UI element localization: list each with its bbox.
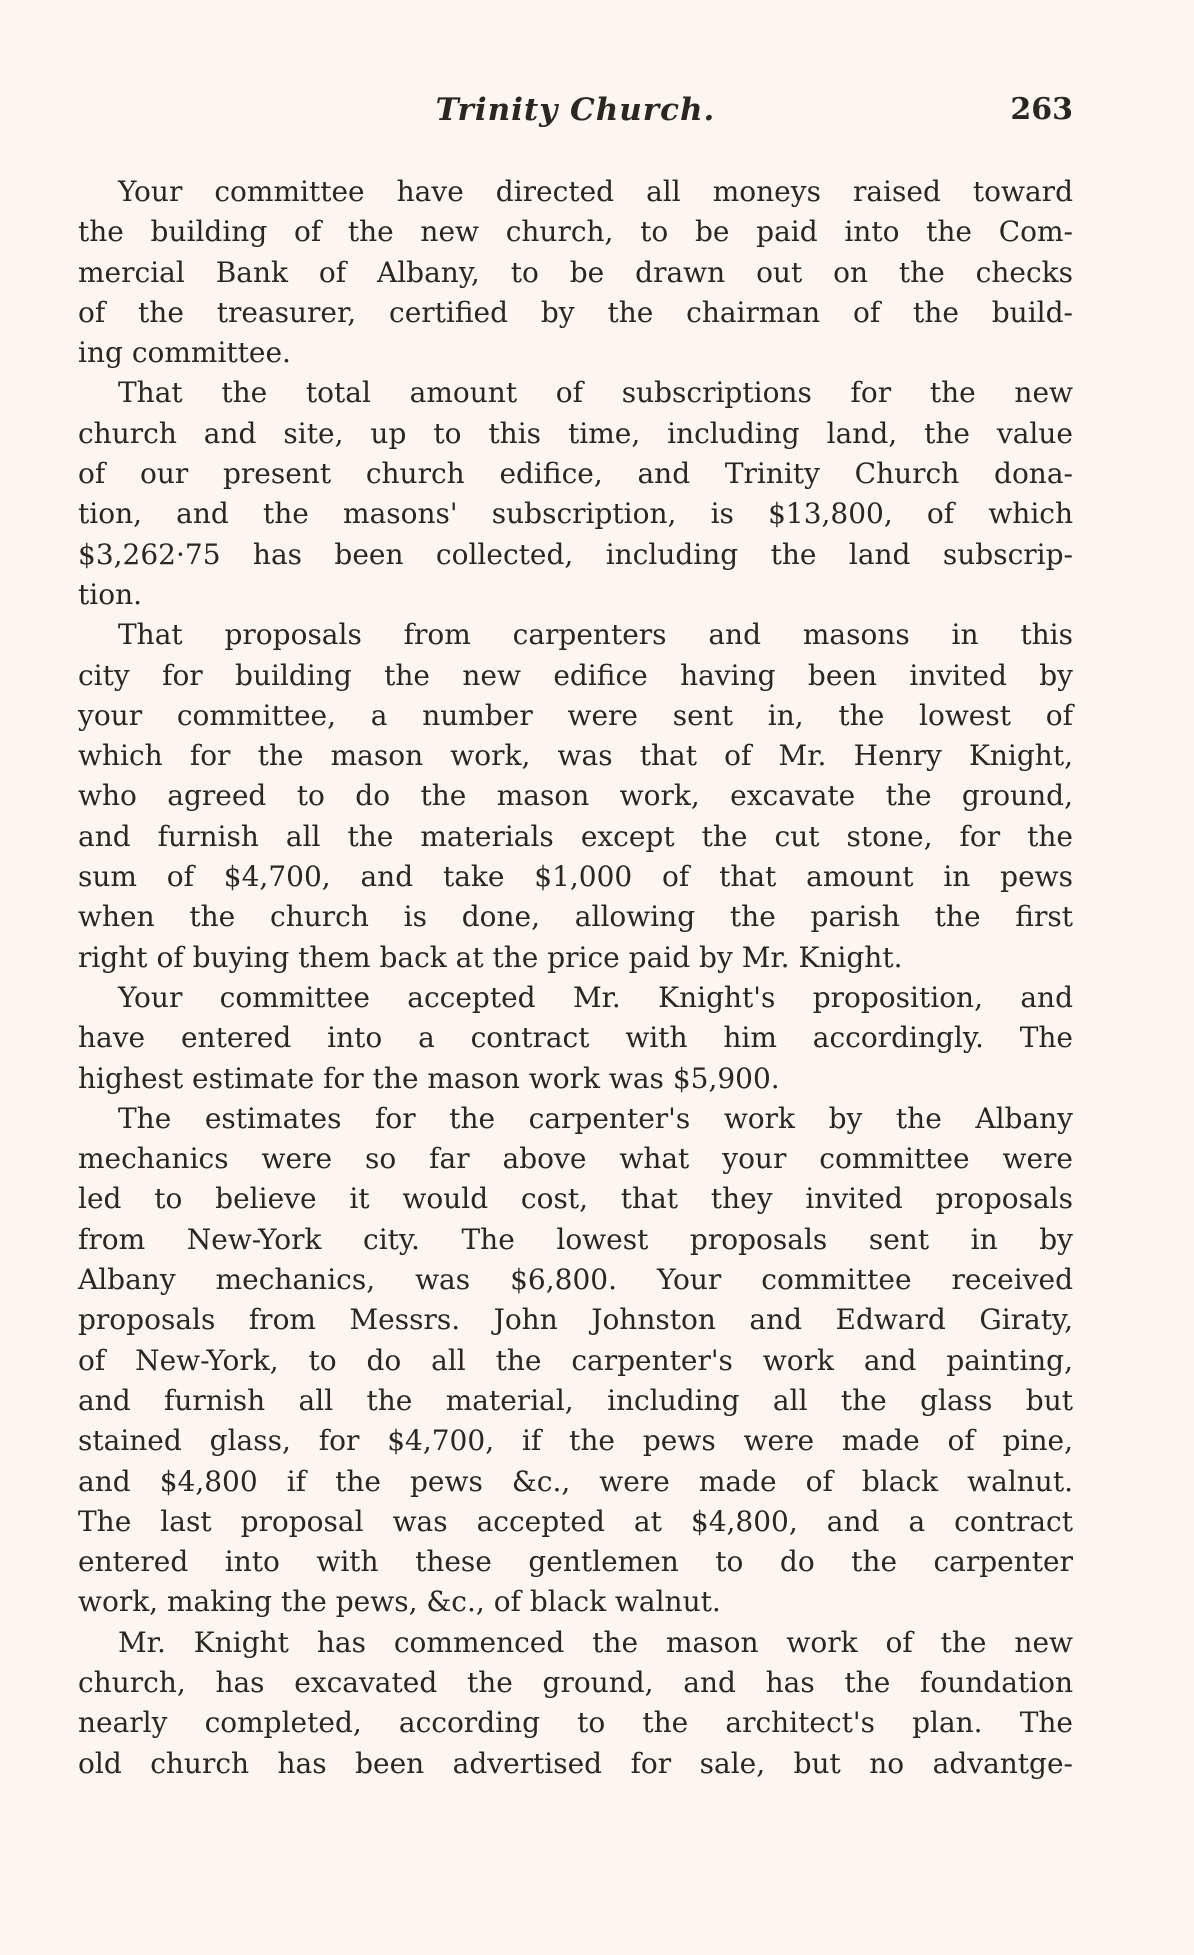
text-line: church and site, up to this time, including land, the value bbox=[78, 416, 1073, 450]
body-text bbox=[78, 172, 1073, 1784]
page-header bbox=[78, 92, 1073, 142]
paragraph-knight-contract bbox=[78, 978, 1073, 1099]
text-line: That proposals from carpenters and masons in this bbox=[118, 618, 1073, 652]
text-line: tion. bbox=[78, 577, 142, 611]
text-line: of New-York, to do all the carpenter's work and painting, bbox=[78, 1343, 1073, 1377]
text-line: which for the mason work, was that of Mr. Henry Knight, bbox=[78, 739, 1073, 773]
text-line: That the total amount of subscriptions for the new bbox=[118, 376, 1073, 410]
running-title: Trinity Church. bbox=[435, 92, 716, 128]
text-line: nearly completed, according to the architect's plan. The bbox=[78, 1706, 1073, 1740]
text-line: entered into with these gentlemen to do the carpenter bbox=[78, 1545, 1073, 1579]
text-line: and furnish all the materials except the cut stone, for the bbox=[78, 819, 1073, 853]
text-line: tion, and the masons' subscription, is $13,800, of which bbox=[78, 497, 1073, 531]
text-line: church, has excavated the ground, and has the foundation bbox=[78, 1665, 1073, 1699]
text-line: ing committee. bbox=[78, 336, 291, 370]
text-line: mechanics were so far above what your committee were bbox=[78, 1142, 1073, 1176]
text-line: the building of the new church, to be paid into the Com- bbox=[78, 215, 1073, 249]
text-line: work, making the pews, &c., of black walnut. bbox=[78, 1585, 721, 1619]
text-line: have entered into a contract with him accordingly. The bbox=[78, 1021, 1073, 1055]
paragraph-subscriptions bbox=[78, 373, 1073, 615]
text-line: The last proposal was accepted at $4,800, and a contract bbox=[78, 1504, 1073, 1538]
paragraph-committee-moneys bbox=[78, 172, 1073, 373]
text-line: stained glass, for $4,700, if the pews were made of pine, bbox=[78, 1424, 1073, 1458]
text-line: $3,262·75 has been collected, including the land subscrip- bbox=[78, 537, 1073, 571]
text-line: Your committee accepted Mr. Knight's proposition, and bbox=[118, 980, 1073, 1014]
text-line: The estimates for the carpenter's work by the Albany bbox=[118, 1101, 1073, 1135]
page-number: 263 bbox=[1010, 92, 1073, 127]
text-line: who agreed to do the mason work, excavate the ground, bbox=[78, 779, 1073, 813]
text-line: Albany mechanics, was $6,800. Your committee received bbox=[78, 1263, 1073, 1297]
text-line: and furnish all the material, including all the glass but bbox=[78, 1383, 1073, 1417]
text-line: highest estimate for the mason work was $5,900. bbox=[78, 1061, 780, 1095]
text-line: of the treasurer, certified by the chairman of the build- bbox=[78, 295, 1073, 329]
text-line: your committee, a number were sent in, the lowest of bbox=[78, 698, 1073, 732]
text-line: proposals from Messrs. John Johnston and Edward Giraty, bbox=[78, 1303, 1073, 1337]
text-line: from New-York city. The lowest proposals sent in by bbox=[78, 1222, 1073, 1256]
text-line: led to believe it would cost, that they invited proposals bbox=[78, 1182, 1073, 1216]
paragraph-mason-progress bbox=[78, 1623, 1073, 1784]
paragraph-proposals bbox=[78, 615, 1073, 978]
text-line: city for building the new edifice having been invited by bbox=[78, 658, 1073, 692]
text-line: sum of $4,700, and take $1,000 of that amount in pews bbox=[78, 860, 1073, 894]
text-line: mercial Bank of Albany, to be drawn out on the checks bbox=[78, 255, 1073, 289]
text-line: Mr. Knight has commenced the mason work of the new bbox=[118, 1625, 1073, 1659]
text-line: old church has been advertised for sale, but no advantge- bbox=[78, 1746, 1073, 1780]
paragraph-carpenter-estimates bbox=[78, 1099, 1073, 1623]
text-line: of our present church edifice, and Trinity Church dona- bbox=[78, 457, 1073, 491]
text-line: when the church is done, allowing the parish the first bbox=[78, 900, 1073, 934]
text-line: and $4,800 if the pews &c., were made of black walnut. bbox=[78, 1464, 1073, 1498]
text-line: right of buying them back at the price paid by Mr. Knight. bbox=[78, 940, 903, 974]
text-line: Your committee have directed all moneys raised toward bbox=[118, 175, 1073, 208]
